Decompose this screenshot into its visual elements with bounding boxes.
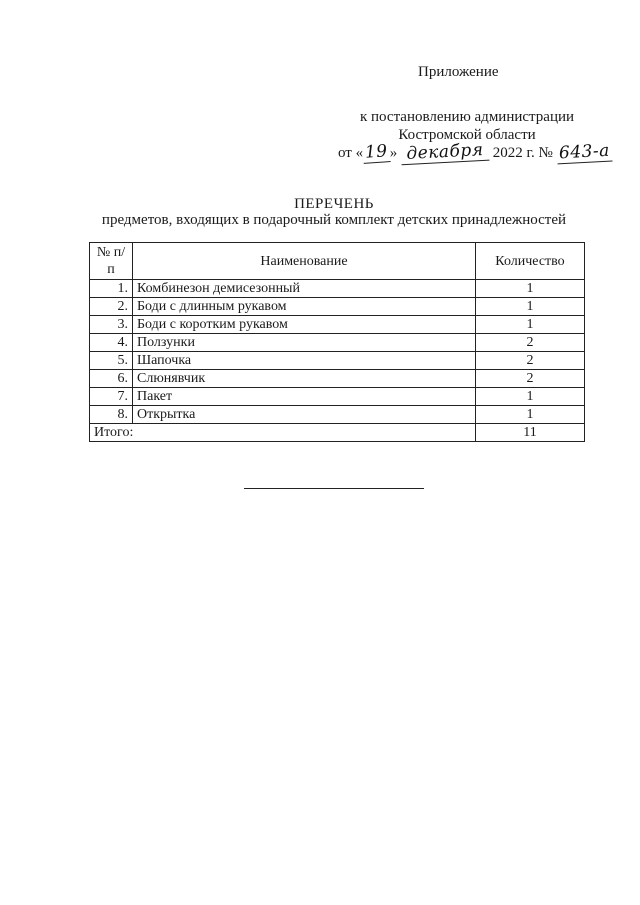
total-value: 11 — [476, 424, 585, 442]
row-number: 6. — [90, 370, 133, 388]
table-row — [90, 370, 585, 388]
appendix-reference: к постановлению администрации Костромской области — [359, 109, 575, 143]
handwritten-number: 643-а — [556, 141, 612, 165]
handwritten-month: декабря — [401, 140, 490, 166]
total-label: Итого: — [90, 424, 476, 442]
row-quantity: 2 — [476, 334, 585, 352]
row-quantity: 2 — [476, 352, 585, 370]
row-name: Шапочка — [133, 352, 476, 370]
row-quantity: 1 — [476, 298, 585, 316]
row-name: Открытка — [133, 406, 476, 424]
table-total-row — [90, 424, 585, 442]
items-table — [89, 242, 585, 442]
date-day-suffix: » — [389, 145, 398, 161]
row-number: 5. — [90, 352, 133, 370]
appendix-date-line — [338, 139, 611, 165]
row-name: Боди с коротким рукавом — [133, 316, 476, 334]
document-subtitle: предметов, входящих в подарочный комплект детских принадлежностей — [101, 212, 567, 228]
date-year: 2022 г. № — [492, 145, 553, 161]
table-row — [90, 388, 585, 406]
row-name: Ползунки — [133, 334, 476, 352]
row-number: 8. — [90, 406, 133, 424]
appendix-label: Приложение — [418, 64, 499, 80]
document-title: ПЕРЕЧЕНЬ — [294, 196, 374, 212]
table-row — [90, 280, 585, 298]
row-quantity: 1 — [476, 280, 585, 298]
table-row — [90, 352, 585, 370]
row-number: 7. — [90, 388, 133, 406]
table-header-row — [90, 243, 585, 280]
header-number: № п/п — [90, 243, 133, 280]
row-name: Боди с длинным рукавом — [133, 298, 476, 316]
end-divider-line — [244, 488, 424, 489]
row-number: 1. — [90, 280, 133, 298]
table-row — [90, 334, 585, 352]
row-quantity: 1 — [476, 388, 585, 406]
row-quantity: 1 — [476, 316, 585, 334]
row-name: Слюнявчик — [133, 370, 476, 388]
date-prefix: от « — [338, 145, 364, 161]
row-quantity: 1 — [476, 406, 585, 424]
row-name: Комбинезон демисезонный — [133, 280, 476, 298]
row-name: Пакет — [133, 388, 476, 406]
row-quantity: 2 — [476, 370, 585, 388]
header-name: Наименование — [133, 243, 476, 280]
row-number: 3. — [90, 316, 133, 334]
table-row — [90, 316, 585, 334]
row-number: 4. — [90, 334, 133, 352]
table-row — [90, 298, 585, 316]
header-quantity: Количество — [476, 243, 585, 280]
table-row — [90, 406, 585, 424]
row-number: 2. — [90, 298, 133, 316]
handwritten-day: 19 — [362, 141, 390, 164]
